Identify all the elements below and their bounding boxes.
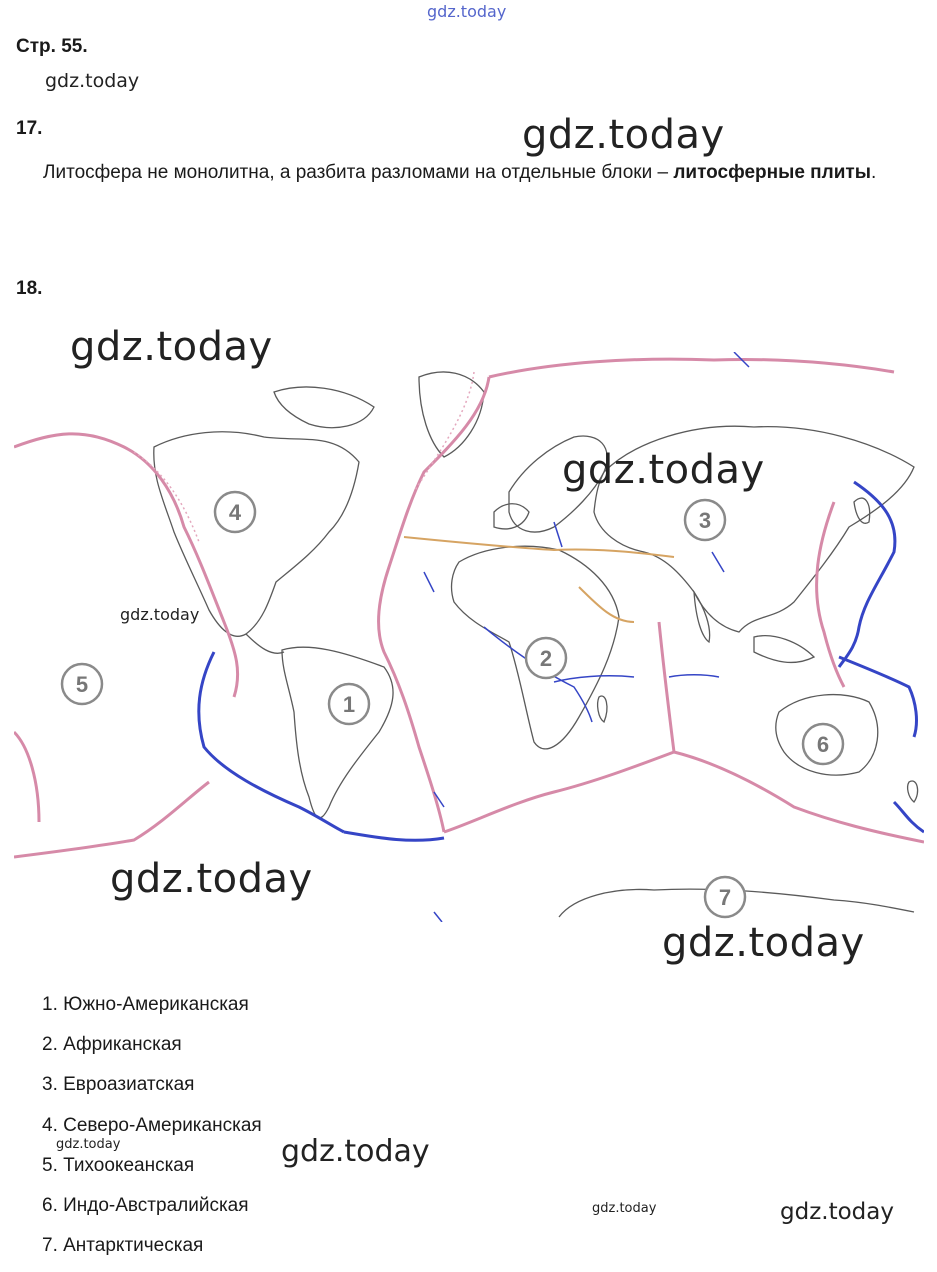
watermark: gdz.today [592, 1201, 657, 1216]
watermark: gdz.today [120, 605, 200, 624]
watermark: gdz.today [662, 920, 865, 966]
watermark: gdz.today [110, 856, 313, 902]
plate-marker-1 [329, 684, 369, 724]
legend-item: 5. Тихоокеанская [42, 1154, 195, 1176]
task-17-text-start: Литосфера не монолитна, а разбита разломами на отдельные блоки – [43, 162, 669, 183]
legend-item: 1. Южно-Американская [42, 994, 249, 1015]
watermark: gdz.today [562, 447, 765, 493]
legend-item: 3. Евроазиатская [42, 1074, 195, 1096]
plate-marker-label: 5 [75, 672, 89, 697]
plate-marker-3 [685, 500, 725, 540]
watermark: gdz.today [522, 112, 725, 158]
task-17-bold-term: литосферные плиты [673, 162, 871, 183]
task-18-number: 18. [16, 278, 43, 299]
legend-item: 7. Антарктическая [42, 1235, 204, 1257]
legend-item: 6. Индо-Австралийская [42, 1194, 249, 1216]
plate-marker-label: 1 [342, 692, 356, 717]
plate-marker-label: 2 [539, 646, 553, 671]
legend-item: 2. Африканская [42, 1034, 182, 1056]
plate-marker-5 [62, 664, 102, 704]
watermark: gdz.today [780, 1199, 894, 1225]
watermark: gdz.today [45, 70, 140, 92]
plate-marker-label: 6 [816, 732, 830, 757]
watermark: gdz.today [70, 324, 273, 370]
plate-marker-2 [526, 638, 566, 678]
page-label: Стр. 55. [16, 36, 88, 57]
plate-marker-4 [215, 492, 255, 532]
watermark: gdz.today [56, 1137, 121, 1152]
plate-marker-6 [803, 724, 843, 764]
plates-legend [42, 990, 262, 1271]
legend-item: 4. Северо-Американская [42, 1114, 262, 1136]
task-17-number: 17. [16, 118, 43, 139]
plate-marker-label: 7 [718, 885, 732, 910]
plate-marker-7 [705, 877, 745, 917]
plate-marker-label: 3 [698, 508, 712, 533]
map-plate-boundaries [14, 352, 924, 922]
task-17-text-end: . [870, 162, 877, 183]
plate-marker-label: 4 [228, 500, 242, 525]
watermark-top: gdz.today [427, 2, 507, 21]
lithospheric-plates-map [14, 352, 924, 922]
watermark: gdz.today [281, 1134, 430, 1169]
task-17-text [16, 152, 922, 194]
